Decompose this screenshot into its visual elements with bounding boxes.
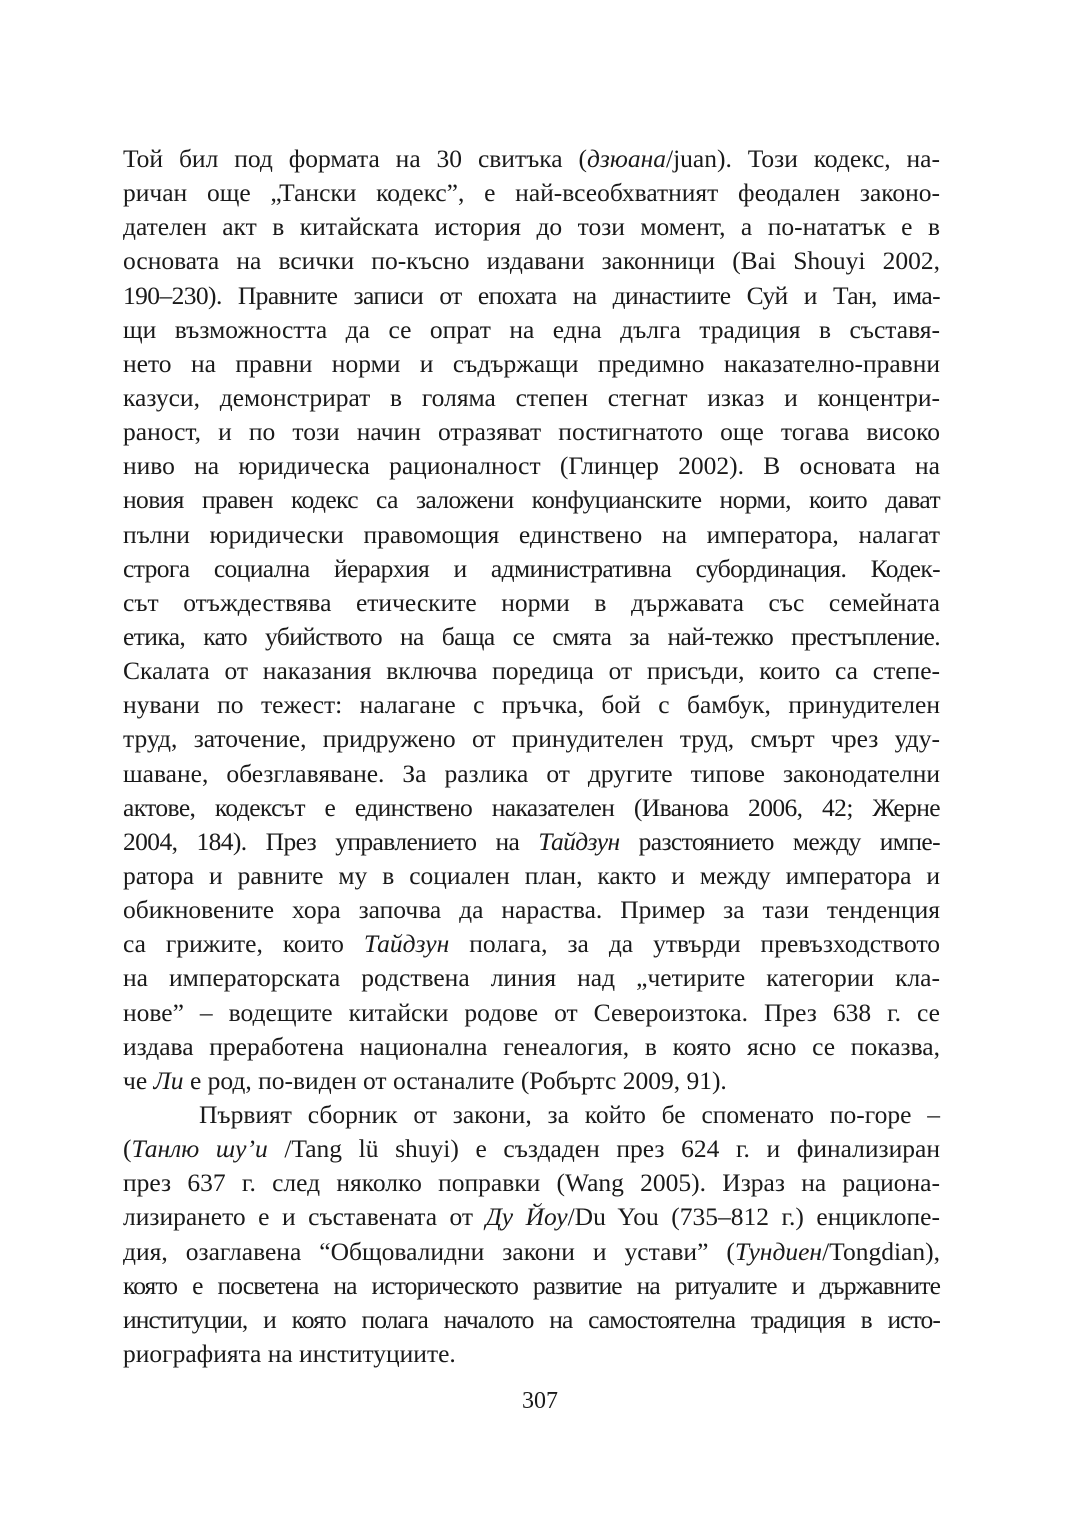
text-line: ниво на юридическа рационалност (Глинцер 2002). В основата на [123,451,940,481]
text-line: ричан още „Тански кодекс”, е най-всеобхватният феодален законо- [123,178,940,208]
text-line: обикновените хора започва да нараства. Пример за тази тенденция [123,895,940,925]
text-line: пълни юридически правомощия единствено на императора, налагат [123,519,940,549]
text-line: дия, озаглавена “Общовалидни закони и устави” (Тундиен/Tongdian), [123,1236,940,1266]
text-line: новия правен кодекс са заложени конфуцианските норми, които дават [123,485,940,515]
italic-term: Тайдзун [538,826,620,856]
text-line: шаване, обезглавяване. За разлика от другите типове законодателни [123,758,940,788]
text-line: щи възможността да се опрат на една дълга традиция в съставя- [123,314,940,344]
text-line: издава преработена национална генеалогия, в която ясно се показва, [123,1031,940,1061]
text-line: ратора и равните му в социален план, както и между императора и [123,860,940,890]
text-line: 190–230). Правните записи от епохата на династиите Суй и Тан, има- [123,280,940,310]
paragraph-first-line: Първият сборник от закони, за който бе споменато по-горе – [199,1099,940,1129]
text-line: труд, заточение, придружено от принудителен труд, смърт чрез уду- [123,724,940,754]
text-line: са грижите, които Тайдзун полага, за да утвърди превъзходството [123,929,941,959]
text-line: строга социална йерархия и административна субординация. Кодек- [123,553,940,583]
italic-term: Тайдзун [363,929,450,959]
text-line: основата на всички по-късно издавани законници (Bai Shouyi 2002, [123,246,940,276]
text-line: че Ли е род, по-виден от останалите (Робъртс 2009, 91). [123,1065,727,1095]
text-line: нове” – водещите китайски родове от Североизтока. През 638 г. се [123,997,940,1027]
text-line: лизирането е и съставената от Ду Йоу/Du You (735–812 г.) енциклопе- [123,1202,940,1232]
italic-term: дзюана [587,144,666,173]
text-line: институции, и която полага началото на самостоятелна традиция в исто- [123,1304,940,1334]
text-line: риографията на институциите. [123,1338,456,1368]
text-line: етика, като убийството на баща се смята за най-тежко престъпление. [123,621,940,651]
text-line: нето на правни норми и съдържащи предимно наказателно-правни [123,348,940,378]
text-line: раност, и по този начин отразяват постигнатото още тогава високо [123,417,940,447]
body-text [123,142,940,1371]
text-line: нувани по тежест: налагане с пръчка, бой с бамбук, принудителен [123,690,940,720]
text-line: Той бил под формата на 30 свитъка (дзюана/juan). Този кодекс, на- [123,144,940,173]
text-line: казуси, демонстрират в голяма степен стегнат изказ и концентри- [123,382,940,412]
text-line: на императорската родствена линия над „четирите категории кла- [123,963,940,993]
text-line: през 637 г. след няколко поправки (Wang 2005). Израз на рациона- [123,1168,940,1198]
italic-term: Тундиен [734,1236,823,1266]
text-line: сът отъждествява етическите норми в държавата със семейната [123,587,940,617]
italic-term: Ду Йоу [485,1202,568,1232]
page-number: 307 [522,1388,558,1414]
text-line: която е посветена на историческото развитие на ритуалите и държавните [123,1270,940,1300]
text-line: дателен акт в китайската история до този момент, а по-нататък е в [123,212,940,242]
text-line: (Танлю шу’и /Tang lü shuyi) е създаден през 624 г. и финализиран [123,1134,940,1164]
italic-term: Ли [153,1065,184,1095]
text-line: Скалата от наказания включва поредица от присъди, които са степе- [123,656,940,686]
text-line: актове, кодексът е единствено наказателен (Иванова 2006, 42; Жерне [123,792,940,822]
italic-term: Танлю шу’и [131,1134,268,1164]
text-line: 2004, 184). През управлението на Тайдзун разстоянието между импе- [123,826,940,856]
